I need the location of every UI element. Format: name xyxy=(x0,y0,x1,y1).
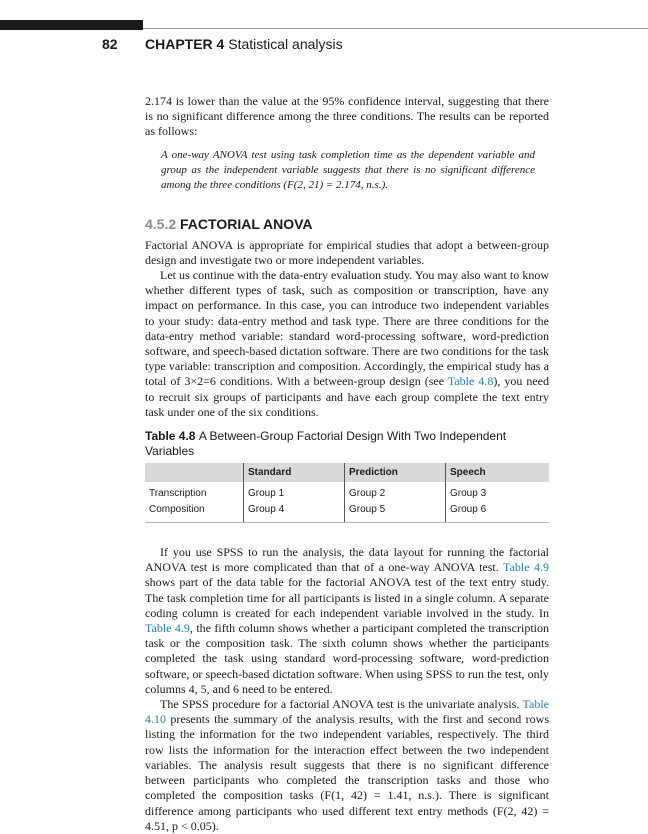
header-bar xyxy=(0,20,143,30)
table-cell: Group 6 xyxy=(446,502,550,523)
section-heading xyxy=(145,215,549,233)
page-number: 82 xyxy=(102,36,118,52)
table-4-10-link[interactable]: Table 4.10 xyxy=(145,697,549,727)
table-title: A Between-Group Factorial Design With Two Independent Variables xyxy=(145,429,507,459)
table-cell: Composition xyxy=(145,502,244,523)
paragraph-1: 2.174 is lower than the value at the 95% confidence interval, suggesting that there is no significant difference among the three conditions. The results can be reported as follows: xyxy=(145,94,549,139)
table-cell: Group 3 xyxy=(446,482,550,502)
table-cell: Group 4 xyxy=(244,502,345,523)
chapter-heading xyxy=(145,36,343,52)
section-title: FACTORIAL ANOVA xyxy=(180,215,313,232)
table-cell: Transcription xyxy=(149,488,207,500)
table-header-cell: Standard xyxy=(244,463,345,482)
table-4-9-link[interactable]: Table 4.9 xyxy=(503,560,549,575)
section-number: 4.5.2 xyxy=(145,215,177,232)
paragraph-3: Let us continue with the data-entry evaluation study. You may also want to know whether different types of task, such as composition or transcription, have any impact on performance. In this case, you can introduce two independent variables to your study: data-entry method and task type. There are three conditions for the data-entry method variable: standard word-processing software, word-prediction software, and speech-based dictation software. There are two conditions for the task type variable: transcription and composition. Accordingly, the empirical study has a total of 3×2=6 conditions. With a between-group design (see Table 4.8), you need to recruit six groups of participants and have each group complete the text entry task under one of the six conditions. xyxy=(145,268,549,419)
table-4-8-link[interactable]: Table 4.8 xyxy=(447,374,494,389)
chapter-title: Statistical analysis xyxy=(228,36,343,52)
chapter-label: CHAPTER 4 xyxy=(145,36,225,52)
table-cell: Group 1 xyxy=(244,482,345,502)
running-header xyxy=(0,36,648,56)
paragraph-5: The SPSS procedure for a factorial ANOVA test is the univariate analysis. Table 4.10 presents the summary of the analysis results, with the first and second rows listing the information for the two independent variables, respectively. The third row lists the information for the interaction effect between the two independent variables. The analysis result suggests that there is no significant difference between participants who completed the transcription tasks and those who completed the composition tasks (F(1, 42) = 1.41, n.s.). There is significant difference among participants who used different text entry methods (F(2, 42) = 4.51, p < 0.05). xyxy=(145,697,549,833)
report-quote: A one-way ANOVA test using task completion time as the dependent variable and group as the independent variable suggests that there is no significant difference among the three conditions (F(2, 21) = 2.174, n.s.). xyxy=(161,148,535,191)
table-cell: Group 5 xyxy=(345,502,446,523)
paragraph-4: If you use SPSS to run the analysis, the data layout for running the factorial ANOVA test is more complicated than that of a one-way ANOVA test. Table 4.9 shows part of the data table for the factorial ANOVA test of the text entry study. The task completion time for all participants is listed in a single column. A separate coding column is created for each independent variable involved in the study. In Table 4.9, the fifth column shows whether a participant completed the transcription task or the composition task. The sixth column shows whether the participants completed the task using standard word-processing software, word-prediction software, or speech-based dictation software. When using SPSS to run the test, only columns 4, 5, and 6 need to be entered. xyxy=(145,545,549,696)
paragraph-2: Factorial ANOVA is appropriate for empirical studies that adopt a between-group design and investigate two or more independent variables. xyxy=(145,237,549,267)
factorial-design-table xyxy=(145,463,549,523)
table-4-9-link[interactable]: Table 4.9 xyxy=(145,621,190,636)
table-cell: Group 2 xyxy=(345,482,446,502)
page-body xyxy=(145,94,549,834)
header-rule xyxy=(143,28,648,29)
table-header-cell: Prediction xyxy=(345,463,446,482)
table-caption xyxy=(145,429,525,459)
table-header-cell: Speech xyxy=(446,463,550,482)
table-row xyxy=(145,502,549,523)
table-header-row xyxy=(145,463,549,482)
table-label: Table 4.8 xyxy=(145,429,196,444)
table-row xyxy=(145,482,549,502)
table-header-cell xyxy=(145,463,244,482)
